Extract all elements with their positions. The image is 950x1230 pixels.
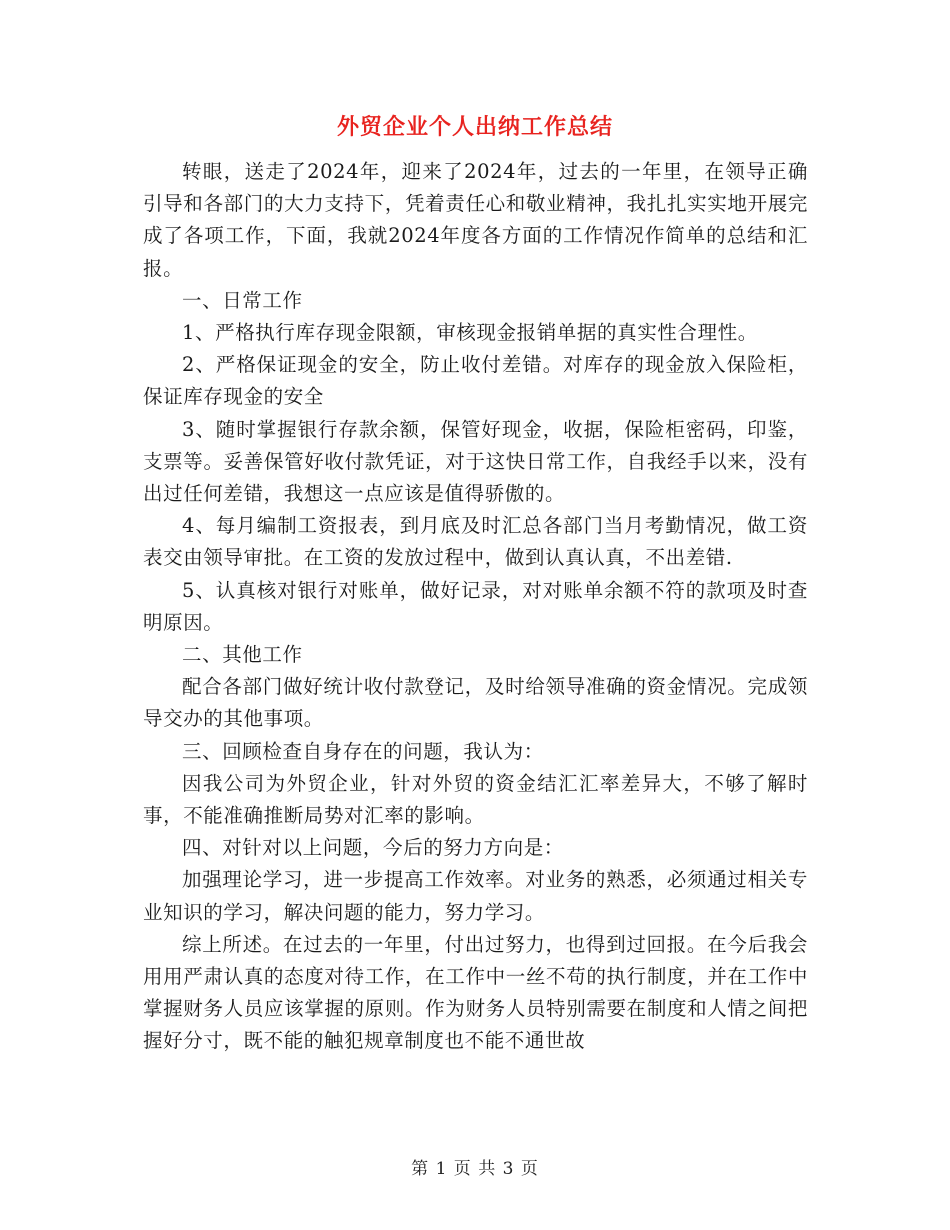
document-body xyxy=(143,156,808,1058)
paragraph-item-2: 2、严格保证现金的安全，防止收付差错。对库存的现金放入保险柜，保证库存现金的安全 xyxy=(143,353,808,409)
paragraph-improvement: 加强理论学习，进一步提高工作效率。对业务的熟悉，必须通过相关专业知识的学习，解决问题的能力，努力学习。 xyxy=(143,868,808,924)
paragraph-item-3: 3、随时掌握银行存款余额，保管好现金，收据，保险柜密码，印鉴，支票等。妥善保管好收付款凭证，对于这快日常工作，自我经手以来，没有出过任何差错，我想这一点应该是值得骄傲的。 xyxy=(143,417,808,506)
paragraph-summary: 综上所述。在过去的一年里，付出过努力，也得到过回报。在今后我会用用严肃认真的态度对待工作，在工作中一丝不苟的执行制度，并在工作中掌握财务人员应该掌握的原则。作为财务人员特别需要在制度和人情之间把握好分寸，既不能的触犯规章制度也不能不通世故 xyxy=(143,932,808,1053)
heading-other-work: 二、其他工作 xyxy=(182,643,303,667)
paragraph-item-4: 4、每月编制工资报表，到月底及时汇总各部门当月考勤情况，做工资表交由领导审批。在工资的发放过程中，做到认真认真，不出差错. xyxy=(143,514,808,570)
paragraph-item-5: 5、认真核对银行对账单，做好记录，对对账单余额不符的款项及时查明原因。 xyxy=(143,578,808,634)
paragraph-intro: 转眼，送走了2024年，迎来了2024年，过去的一年里，在领导正确引导和各部门的大力支持下，凭着责任心和敬业精神，我扎扎实实地开展完成了各项工作，下面，我就2024年度各方面的工作情况作简单的总结和汇报。 xyxy=(143,160,808,280)
page-number-footer: 第 1 页 共 3 页 xyxy=(411,1159,539,1179)
heading-improvement-direction: 四、对针对以上问题，今后的努力方向是： xyxy=(182,836,564,860)
document-title: 外贸企业个人出纳工作总结 xyxy=(336,114,613,140)
paragraph-problems: 因我公司为外贸企业，针对外贸的资金结汇汇率差异大，不够了解时事，不能准确推断局势对汇率的影响。 xyxy=(143,771,808,828)
heading-daily-work: 一、日常工作 xyxy=(182,288,303,312)
heading-review-problems: 三、回顾检查自身存在的问题，我认为： xyxy=(182,739,544,763)
paragraph-item-1: 1、严格执行库存现金限额，审核现金报销单据的真实性合理性。 xyxy=(182,321,758,345)
paragraph-other-work: 配合各部门做好统计收付款登记，及时给领导准确的资金情况。完成领导交办的其他事项。 xyxy=(143,675,808,731)
